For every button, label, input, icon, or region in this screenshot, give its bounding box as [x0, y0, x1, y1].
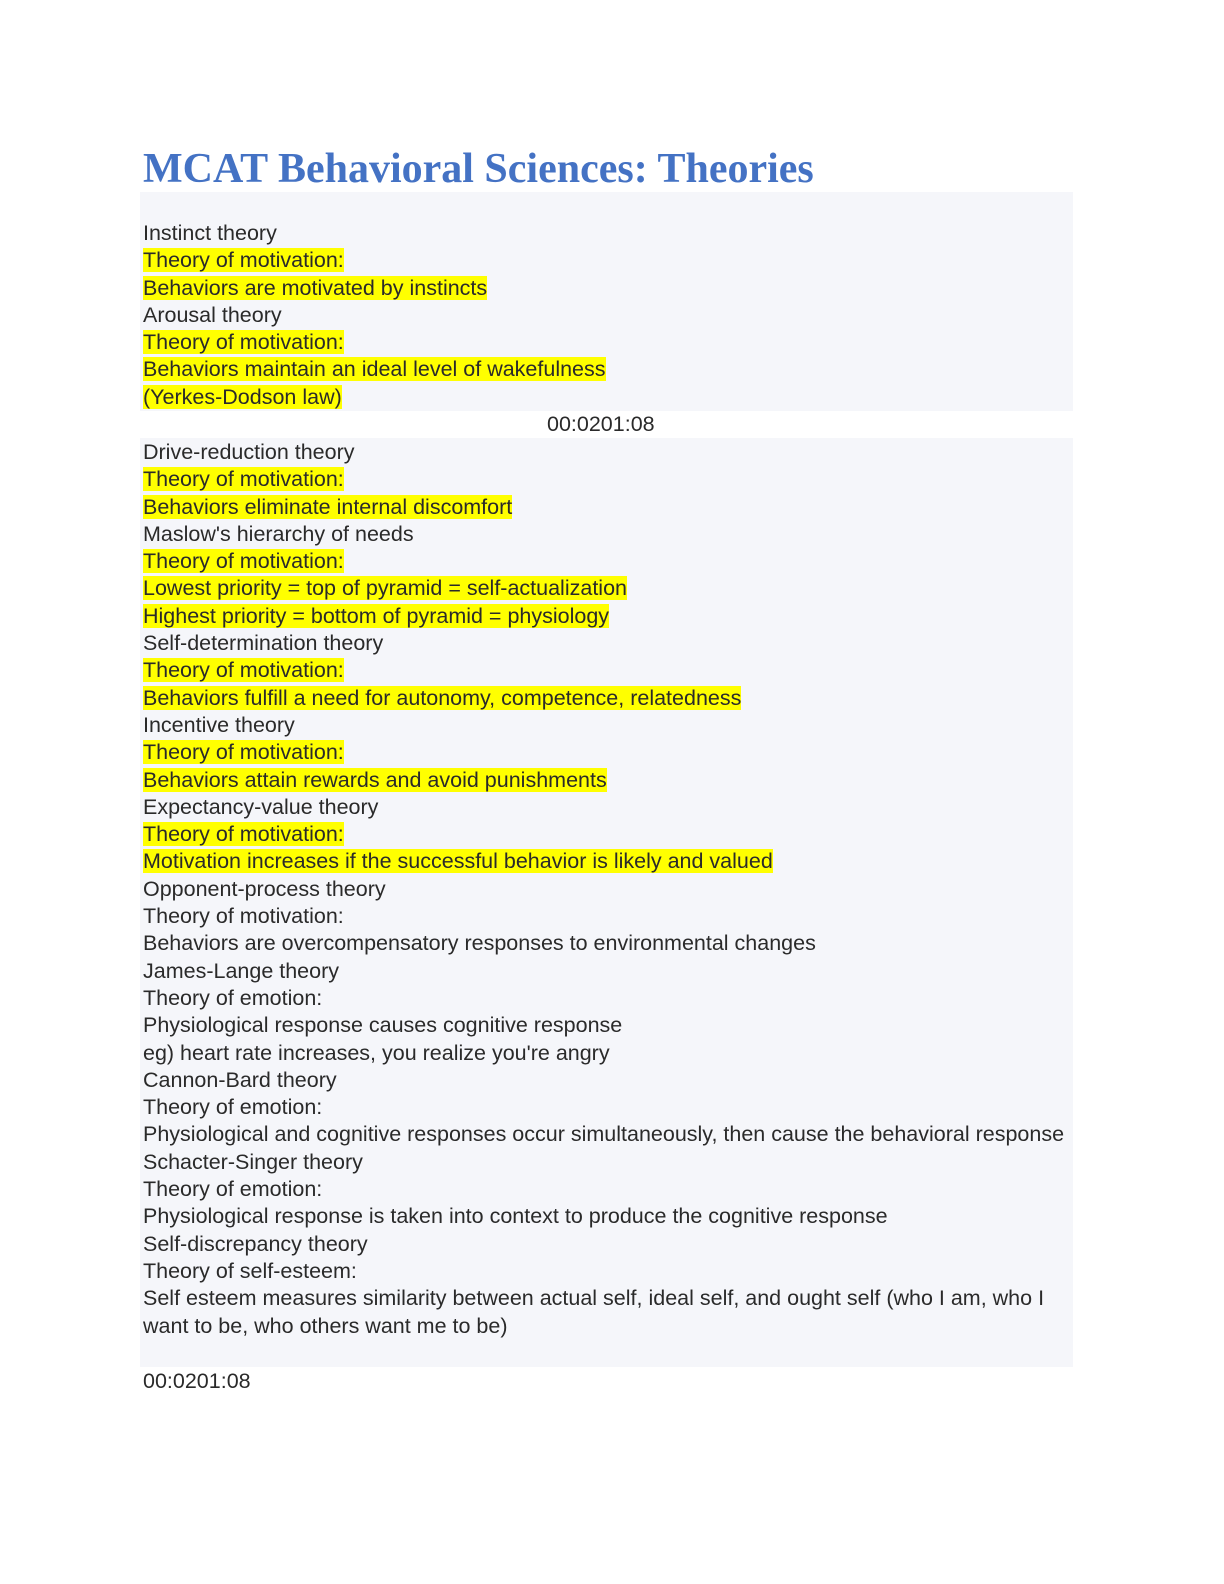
line-text: Opponent-process theory — [143, 876, 386, 901]
text-line — [143, 1176, 1073, 1203]
text-line — [143, 1094, 1073, 1121]
line-text: Physiological response is taken into context to produce the cognitive response — [143, 1204, 888, 1229]
line-text: Maslow's hierarchy of needs — [143, 521, 414, 546]
line-text: Theory of self-esteem: — [143, 1258, 357, 1283]
line-text: Theory of emotion: — [143, 985, 323, 1010]
line-text: Theory of emotion: — [143, 1177, 323, 1202]
highlighted-text: Behaviors are motivated by instincts — [143, 275, 488, 300]
text-line — [143, 1203, 1073, 1230]
line-text: Expectancy-value theory — [143, 794, 379, 819]
line-text: Physiological response causes cognitive response — [143, 1013, 623, 1038]
line-text: James-Lange theory — [143, 958, 339, 983]
text-line — [143, 1012, 1073, 1039]
text-line — [143, 1067, 1073, 1094]
text-line — [143, 958, 1073, 985]
text-line — [143, 603, 1073, 630]
line-text: Theory of emotion: — [143, 1095, 323, 1120]
line-text: Self-discrepancy theory — [143, 1231, 368, 1256]
highlighted-text: Lowest priority = top of pyramid = self-actualization — [143, 576, 627, 601]
line-text: Self esteem measures similarity between actual self, ideal self, and ought self (who I am, who I want to be, who others want me to be) — [143, 1286, 1045, 1338]
line-text: Schacter-Singer theory — [143, 1149, 363, 1174]
text-line — [143, 1040, 1073, 1067]
text-line — [143, 630, 1073, 657]
text-line — [143, 384, 1073, 411]
text-line — [143, 521, 1073, 548]
text-line — [143, 220, 1073, 247]
highlighted-text: Theory of motivation: — [143, 658, 344, 683]
highlighted-text: Behaviors fulfill a need for autonomy, competence, relatedness — [143, 685, 742, 710]
highlighted-text: Theory of motivation: — [143, 248, 344, 273]
text-line — [143, 848, 1073, 875]
text-line — [143, 575, 1073, 602]
text-line — [143, 247, 1073, 274]
text-line — [143, 329, 1073, 356]
highlighted-text: Theory of motivation: — [143, 740, 344, 765]
highlighted-text: Motivation increases if the successful behavior is likely and valued — [143, 849, 773, 874]
text-line — [143, 876, 1073, 903]
text-line — [143, 712, 1073, 739]
text-line — [143, 1285, 1068, 1340]
text-line — [143, 767, 1073, 794]
text-line — [143, 1231, 1073, 1258]
flashcard-block — [140, 192, 1073, 411]
highlighted-text: Theory of motivation: — [143, 330, 344, 355]
line-text: Physiological and cognitive responses occur simultaneously, then cause the behavioral response — [143, 1122, 1065, 1147]
text-line — [143, 275, 1073, 302]
line-text: Cannon-Bard theory — [143, 1067, 337, 1092]
text-line — [143, 1149, 1073, 1176]
line-text: eg) heart rate increases, you realize you're angry — [143, 1040, 610, 1065]
text-line — [143, 685, 1073, 712]
line-text: Self-determination theory — [143, 631, 384, 656]
text-line — [143, 930, 1073, 957]
text-line — [143, 466, 1073, 493]
highlighted-text: Behaviors maintain an ideal level of wakefulness — [143, 357, 606, 382]
line-text: Theory of motivation: — [143, 904, 344, 929]
text-line — [143, 657, 1073, 684]
line-text: Instinct theory — [143, 221, 277, 245]
timer-readout: 00:0201:08 — [547, 412, 655, 436]
text-line — [143, 739, 1073, 766]
text-line — [143, 548, 1073, 575]
text-line — [143, 356, 1073, 383]
text-line — [143, 494, 1073, 521]
text-line — [143, 794, 1073, 821]
text-line — [143, 903, 1073, 930]
flashcard-block — [140, 438, 1073, 1367]
text-line — [143, 439, 1073, 466]
highlighted-text: Theory of motivation: — [143, 467, 344, 492]
text-line — [143, 1121, 1068, 1148]
text-line — [143, 1258, 1073, 1285]
text-line — [143, 985, 1073, 1012]
highlighted-text: Theory of motivation: — [143, 549, 344, 574]
text-line — [143, 821, 1073, 848]
line-text: Arousal theory — [143, 302, 282, 327]
page-title: MCAT Behavioral Sciences: Theories — [143, 146, 814, 192]
timer-readout: 00:0201:08 — [143, 1369, 251, 1393]
highlighted-text: Behaviors attain rewards and avoid punishments — [143, 767, 607, 792]
highlighted-text: (Yerkes-Dodson law) — [143, 384, 342, 409]
highlighted-text: Highest priority = bottom of pyramid = physiology — [143, 603, 610, 628]
line-text: Behaviors are overcompensatory responses to environmental changes — [143, 931, 816, 956]
line-text: Incentive theory — [143, 712, 295, 737]
text-line — [143, 302, 1073, 329]
highlighted-text: Behaviors eliminate internal discomfort — [143, 494, 513, 519]
line-text: Drive-reduction theory — [143, 440, 355, 464]
highlighted-text: Theory of motivation: — [143, 822, 344, 847]
